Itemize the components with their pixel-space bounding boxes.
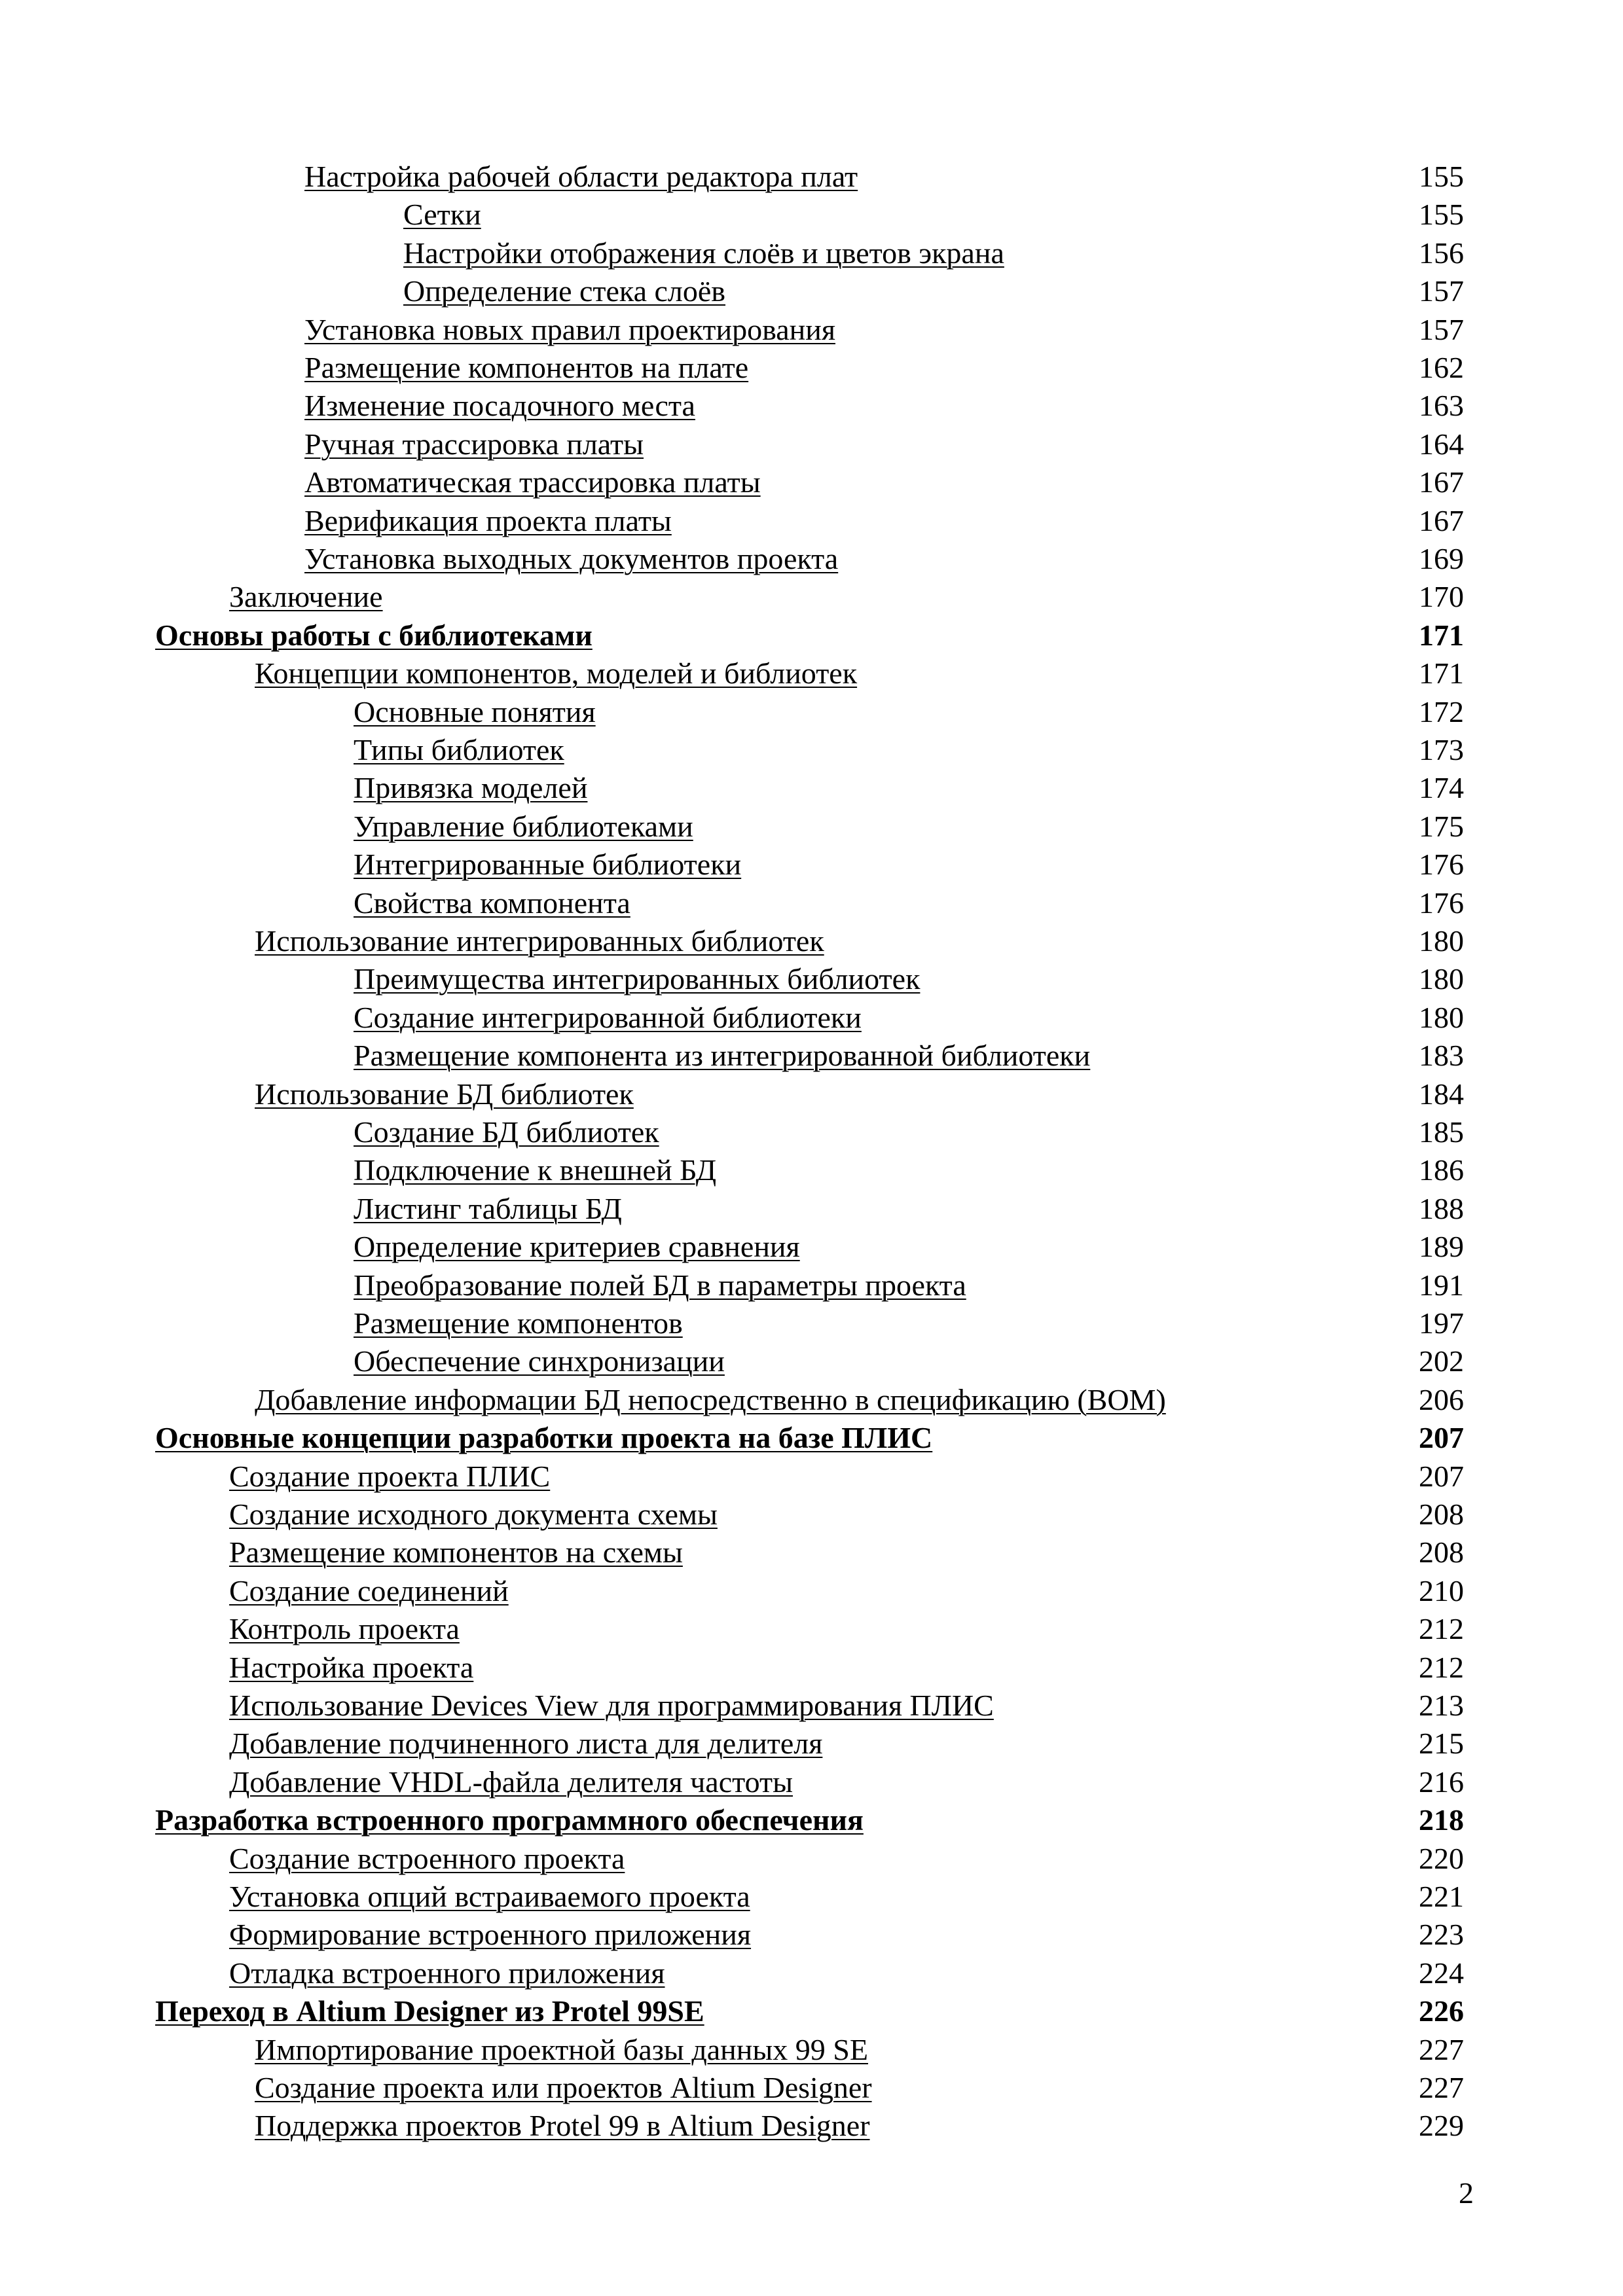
toc-entry-page: 221 — [1419, 1880, 1464, 1913]
toc-entry-page: 215 — [1419, 1727, 1464, 1760]
toc-entry[interactable] — [0, 808, 1623, 846]
toc-entry[interactable] — [0, 1687, 1623, 1725]
toc-entry-title[interactable]: Импортирование проектной базы данных 99 SE — [255, 2033, 868, 2066]
toc-entry[interactable] — [0, 578, 1623, 616]
toc-entry-page: 167 — [1419, 504, 1464, 537]
toc-entry-page: 197 — [1419, 1306, 1464, 1340]
toc-entry-page: 157 — [1419, 313, 1464, 346]
toc-entry[interactable] — [0, 1419, 1623, 1457]
toc-entry-page: 191 — [1419, 1268, 1464, 1302]
toc-entry-page: 176 — [1419, 848, 1464, 881]
toc-entry-page: 208 — [1419, 1498, 1464, 1531]
toc-entry-page: 170 — [1419, 580, 1464, 613]
toc-entry[interactable] — [0, 1534, 1623, 1571]
toc-entry-title[interactable]: Создание БД библиотек — [354, 1115, 659, 1149]
toc-entry-title[interactable]: Поддержка проектов Protel 99 в Altium Designer — [255, 2109, 870, 2142]
toc-entry-title[interactable]: Основные понятия — [354, 695, 596, 728]
toc-entry[interactable] — [0, 502, 1623, 540]
toc-entry[interactable] — [0, 1878, 1623, 1916]
toc-entry-page: 172 — [1419, 695, 1464, 728]
toc-entry-page: 206 — [1419, 1383, 1464, 1416]
toc-entry[interactable] — [0, 769, 1623, 807]
toc-entry-page: 180 — [1419, 962, 1464, 996]
toc-entry-page: 183 — [1419, 1039, 1464, 1072]
toc-entry[interactable] — [0, 425, 1623, 463]
toc-entry[interactable] — [0, 1954, 1623, 1992]
toc-entry-page: 180 — [1419, 1001, 1464, 1034]
toc-entry-title[interactable]: Формирование встроенного приложения — [229, 1918, 752, 1951]
toc-entry[interactable] — [0, 1113, 1623, 1151]
toc-entry-page: 184 — [1419, 1077, 1464, 1111]
toc-entry-page: 185 — [1419, 1115, 1464, 1149]
toc-entry-page: 155 — [1419, 198, 1464, 231]
toc-entry-title[interactable]: Обеспечение синхронизации — [354, 1344, 725, 1378]
toc-entry[interactable] — [0, 234, 1623, 272]
toc-entry-page: 171 — [1419, 656, 1464, 690]
toc-entry-page: 175 — [1419, 810, 1464, 843]
toc-entry[interactable] — [0, 1075, 1623, 1113]
toc-entry-page: 208 — [1419, 1535, 1464, 1569]
toc-entry-title[interactable]: Отладка встроенного приложения — [229, 1956, 665, 1990]
toc-entry-title[interactable]: Создание соединений — [229, 1574, 509, 1607]
toc-entry-page: 212 — [1419, 1612, 1464, 1645]
toc-entry-title[interactable]: Свойства компонента — [354, 886, 630, 920]
toc-entry-title[interactable]: Размещение компонента из интегрированной библиотеки — [354, 1039, 1091, 1072]
toc-entry[interactable] — [0, 1151, 1623, 1189]
toc-entry-page: 207 — [1419, 1460, 1464, 1493]
toc-entry-page: 202 — [1419, 1344, 1464, 1378]
toc-entry-page: 226 — [1419, 1994, 1464, 2028]
toc-entry-title[interactable]: Верификация проекта платы — [304, 504, 672, 537]
toc-entry[interactable] — [0, 1304, 1623, 1342]
toc-entry-title[interactable]: Создание проекта ПЛИС — [229, 1460, 551, 1493]
toc-entry[interactable] — [0, 272, 1623, 310]
toc-entry-title[interactable]: Использование интегрированных библиотек — [255, 924, 824, 958]
toc-entry-title[interactable]: Создание встроенного проекта — [229, 1842, 625, 1875]
toc-entry-title[interactable]: Управление библиотеками — [354, 810, 693, 843]
toc-entry-page: 167 — [1419, 465, 1464, 499]
toc-entry[interactable] — [0, 1190, 1623, 1228]
toc-entry-title[interactable]: Добавление подчиненного листа для делителя — [229, 1727, 823, 1760]
toc-entry-title[interactable]: Установка опций встраиваемого проекта — [229, 1880, 750, 1913]
toc-entry-title[interactable]: Настройка рабочей области редактора плат — [304, 160, 858, 193]
toc-entry[interactable] — [0, 884, 1623, 922]
toc-entry-title[interactable]: Концепции компонентов, моделей и библиотек — [255, 656, 858, 690]
page-number: 2 — [1459, 2176, 1474, 2210]
toc-entry-title[interactable]: Создание проекта или проектов Altium Designer — [255, 2071, 872, 2104]
toc-entry-title[interactable]: Ручная трассировка платы — [304, 427, 644, 461]
toc-entry-page: 216 — [1419, 1765, 1464, 1799]
toc-entry-title[interactable]: Определение критериев сравнения — [354, 1230, 800, 1263]
toc-entry[interactable] — [0, 846, 1623, 884]
toc-entry-title[interactable]: Основы работы с библиотеками — [155, 619, 593, 652]
toc-entry-page: 155 — [1419, 160, 1464, 193]
toc-entry[interactable] — [0, 1342, 1623, 1380]
toc-entry-page: 176 — [1419, 886, 1464, 920]
toc-entry-page: 188 — [1419, 1192, 1464, 1225]
toc-entry-title[interactable]: Создание интегрированной библиотеки — [354, 1001, 862, 1034]
toc-entry-title[interactable]: Интегрированные библиотеки — [354, 848, 742, 881]
toc-entry-page: 207 — [1419, 1421, 1464, 1454]
toc-entry-title[interactable]: Использование БД библиотек — [255, 1077, 634, 1111]
toc-entry[interactable] — [0, 158, 1623, 196]
toc-entry[interactable] — [0, 311, 1623, 349]
toc-entry-title[interactable]: Изменение посадочного места — [304, 389, 695, 422]
toc-entry-title[interactable]: Использование Devices View для программирования ПЛИС — [229, 1689, 994, 1722]
toc-entry[interactable] — [0, 1725, 1623, 1763]
toc-entry-title[interactable]: Преобразование полей БД в параметры проекта — [354, 1268, 966, 1302]
toc-entry-page: 227 — [1419, 2071, 1464, 2104]
toc-entry-page: 227 — [1419, 2033, 1464, 2066]
toc-entry-page: 180 — [1419, 924, 1464, 958]
toc-entry[interactable] — [0, 1228, 1623, 1266]
toc-entry-page: 223 — [1419, 1918, 1464, 1951]
toc-entry-title[interactable]: Переход в Altium Designer из Protel 99SE — [155, 1994, 704, 2028]
toc-entry-page: 224 — [1419, 1956, 1464, 1990]
toc-entry[interactable] — [0, 960, 1623, 998]
toc-entry-page: 174 — [1419, 771, 1464, 804]
toc-entry-title[interactable]: Добавление VHDL-файла делителя частоты — [229, 1765, 793, 1799]
toc-entry-page: 220 — [1419, 1842, 1464, 1875]
toc-entry[interactable] — [0, 1610, 1623, 1648]
toc-entry-title[interactable]: Разработка встроенного программного обеспечения — [155, 1803, 864, 1837]
toc-entry-page: 163 — [1419, 389, 1464, 422]
toc-entry[interactable] — [0, 1992, 1623, 2030]
toc-entry-page: 218 — [1419, 1803, 1464, 1837]
toc-entry-title[interactable]: Автоматическая трассировка платы — [304, 465, 761, 499]
toc-entry-title[interactable]: Подключение к внешней БД — [354, 1153, 717, 1187]
toc-entry-page: 156 — [1419, 236, 1464, 270]
toc-entry-page: 171 — [1419, 619, 1464, 652]
toc-entry[interactable] — [0, 999, 1623, 1037]
toc-entry[interactable] — [0, 2031, 1623, 2069]
toc-entry[interactable] — [0, 922, 1623, 960]
toc-entry-page: 212 — [1419, 1651, 1464, 1684]
toc-entry[interactable] — [0, 1037, 1623, 1075]
toc-entry-page: 189 — [1419, 1230, 1464, 1263]
toc-entry[interactable] — [0, 1801, 1623, 1839]
toc-entry-page: 213 — [1419, 1689, 1464, 1722]
toc-entry[interactable] — [0, 1649, 1623, 1687]
toc-entry-title[interactable]: Настройка проекта — [229, 1651, 474, 1684]
toc-entry-title[interactable]: Сетки — [403, 198, 481, 231]
toc-entry[interactable] — [0, 1916, 1623, 1954]
toc-entry-title[interactable]: Создание исходного документа схемы — [229, 1498, 718, 1531]
toc-entry-title[interactable]: Размещение компонентов — [354, 1306, 683, 1340]
toc-entry-title[interactable]: Привязка моделей — [354, 771, 588, 804]
toc-entry-title[interactable]: Установка выходных документов проекта — [304, 542, 839, 575]
toc-entry-title[interactable]: Типы библиотек — [354, 733, 564, 766]
toc-entry-title[interactable]: Настройки отображения слоёв и цветов экрана — [403, 236, 1004, 270]
toc-entry-page: 210 — [1419, 1574, 1464, 1607]
toc-entry[interactable] — [0, 463, 1623, 501]
toc-entry[interactable] — [0, 693, 1623, 731]
toc-entry[interactable] — [0, 196, 1623, 234]
toc-entry-title[interactable]: Добавление информации БД непосредственно в спецификацию (BOM) — [255, 1383, 1166, 1416]
toc-entry[interactable] — [0, 1572, 1623, 1610]
toc-entry-title[interactable]: Основные концепции разработки проекта на базе ПЛИС — [155, 1421, 933, 1454]
toc-entry[interactable] — [0, 1266, 1623, 1304]
toc-entry[interactable] — [0, 1496, 1623, 1534]
toc-entry-title[interactable]: Установка новых правил проектирования — [304, 313, 835, 346]
toc-entry[interactable] — [0, 1458, 1623, 1496]
toc-entry[interactable] — [0, 617, 1623, 655]
toc-entry[interactable] — [0, 1763, 1623, 1801]
toc-entry[interactable] — [0, 2069, 1623, 2107]
toc-entry[interactable] — [0, 2107, 1623, 2145]
toc-entry-page: 186 — [1419, 1153, 1464, 1187]
toc-entry-page: 162 — [1419, 351, 1464, 384]
toc-entry[interactable] — [0, 1381, 1623, 1419]
toc-entry-title[interactable]: Контроль проекта — [229, 1612, 460, 1645]
toc-entry-page: 173 — [1419, 733, 1464, 766]
toc-entry[interactable] — [0, 1840, 1623, 1878]
toc-entry-title[interactable]: Листинг таблицы БД — [354, 1192, 622, 1225]
toc-entry-title[interactable]: Преимущества интегрированных библиотек — [354, 962, 921, 996]
toc-entry[interactable] — [0, 655, 1623, 692]
toc-entry[interactable] — [0, 540, 1623, 578]
toc-entry[interactable] — [0, 731, 1623, 769]
toc-entry-page: 164 — [1419, 427, 1464, 461]
toc-entry-title[interactable]: Определение стека слоёв — [403, 274, 726, 308]
toc-entry-page: 169 — [1419, 542, 1464, 575]
toc-entry-page: 157 — [1419, 274, 1464, 308]
toc-entry[interactable] — [0, 387, 1623, 425]
toc-entry[interactable] — [0, 349, 1623, 387]
toc-entry-page: 229 — [1419, 2109, 1464, 2142]
toc-entry-title[interactable]: Размещение компонентов на схемы — [229, 1535, 683, 1569]
toc-entry-title[interactable]: Размещение компонентов на плате — [304, 351, 749, 384]
toc-entry-title[interactable]: Заключение — [229, 580, 383, 613]
